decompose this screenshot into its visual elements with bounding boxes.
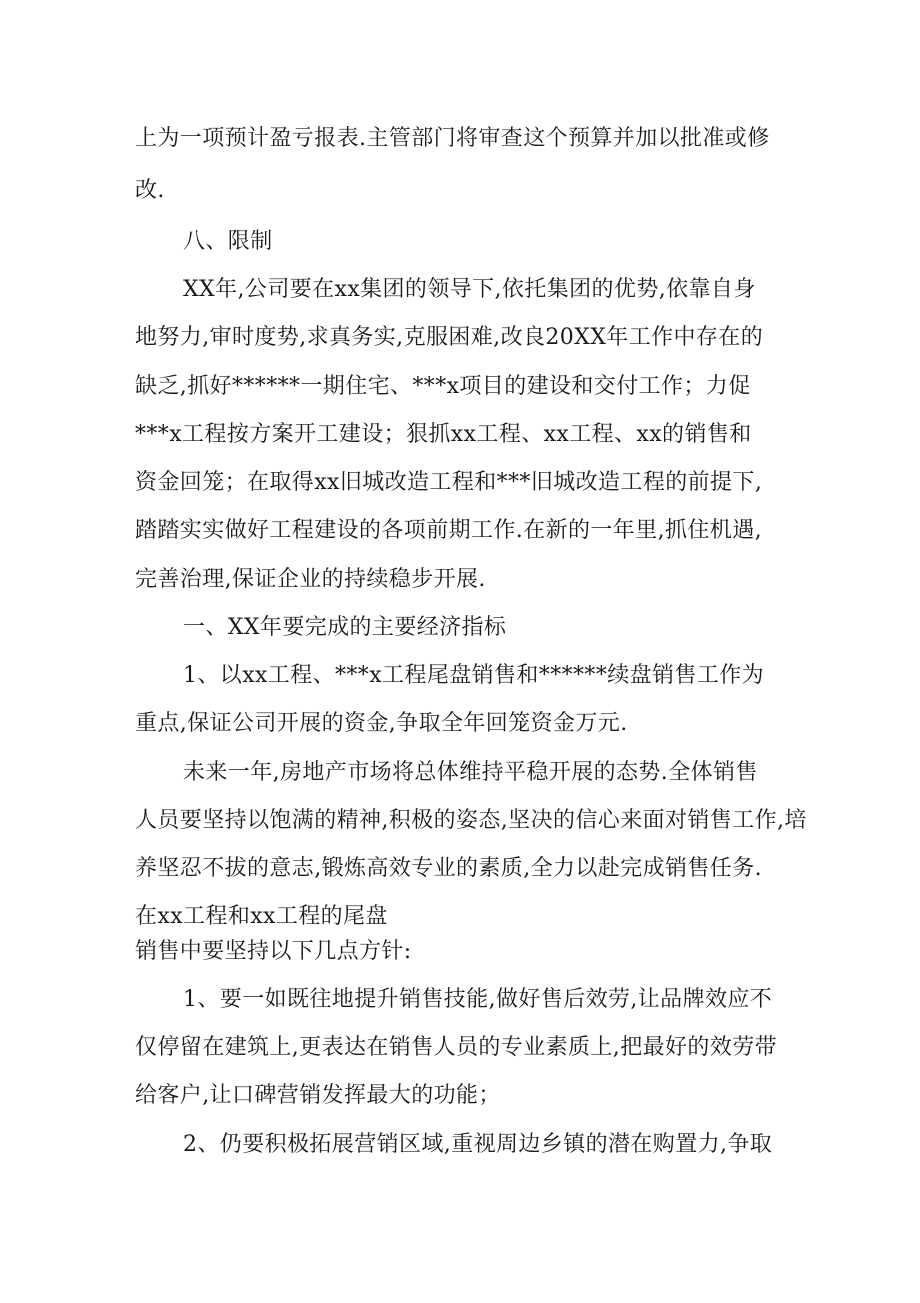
text-line: XX年,公司要在xx集团的领导下,依托集团的优势,依靠自身 — [183, 277, 756, 302]
text-line: 踏踏实实做好工程建设的各项前期工作.在新的一年里,抓住机遇, — [135, 518, 762, 543]
text-line: 养坚忍不拔的意志,锻炼高效专业的素质,全力以赴完成销售任务. — [135, 856, 762, 881]
text-line: 销售中要坚持以下几点方针: — [135, 939, 412, 964]
text-line: 人员要坚持以饱满的精神,积极的姿态,坚决的信心来面对销售工作,培 — [135, 808, 807, 833]
text-line: 1、要一如既往地提升销售技能,做好售后效劳,让品牌效应不 — [183, 987, 773, 1012]
text-line: 2、仍要积极拓展营销区域,重视周边乡镇的潜在购置力,争取 — [183, 1132, 773, 1157]
text-line: 改. — [135, 178, 165, 203]
text-line: 未来一年,房地产市场将总体维持平稳开展的态势.全体销售 — [183, 760, 758, 785]
text-line: 重点,保证公司开展的资金,争取全年回笼资金万元. — [135, 711, 628, 736]
text-line: 给客户,让口碑营销发挥最大的功能； — [135, 1083, 501, 1108]
text-line: 1、以xx工程、***x工程尾盘销售和******续盘销售工作为 — [183, 663, 765, 688]
text-line: ***x工程按方案开工建设；狠抓xx工程、xx工程、xx的销售和 — [135, 422, 752, 447]
text-line: 资金回笼；在取得xx旧城改造工程和***旧城改造工程的前提下, — [135, 470, 763, 495]
section-heading: 一、XX年要完成的主要经济指标 — [183, 615, 507, 640]
section-heading: 八、限制 — [183, 229, 273, 254]
text-line: 在xx工程和xx工程的尾盘 — [135, 904, 388, 929]
text-line: 仅停留在建筑上,更表达在销售人员的专业素质上,把最好的效劳带 — [135, 1035, 777, 1060]
text-line: 上为一项预计盈亏报表.主管部门将审查这个预算并加以批准或修 — [135, 126, 770, 151]
text-line: 地努力,审时度势,求真务实,克服困难,改良20XX年工作中存在的 — [135, 325, 764, 350]
text-line: 缺乏,抓好******一期住宅、***x项目的建设和交付工作；力促 — [135, 374, 751, 399]
text-line: 完善治理,保证企业的持续稳步开展. — [135, 567, 486, 592]
